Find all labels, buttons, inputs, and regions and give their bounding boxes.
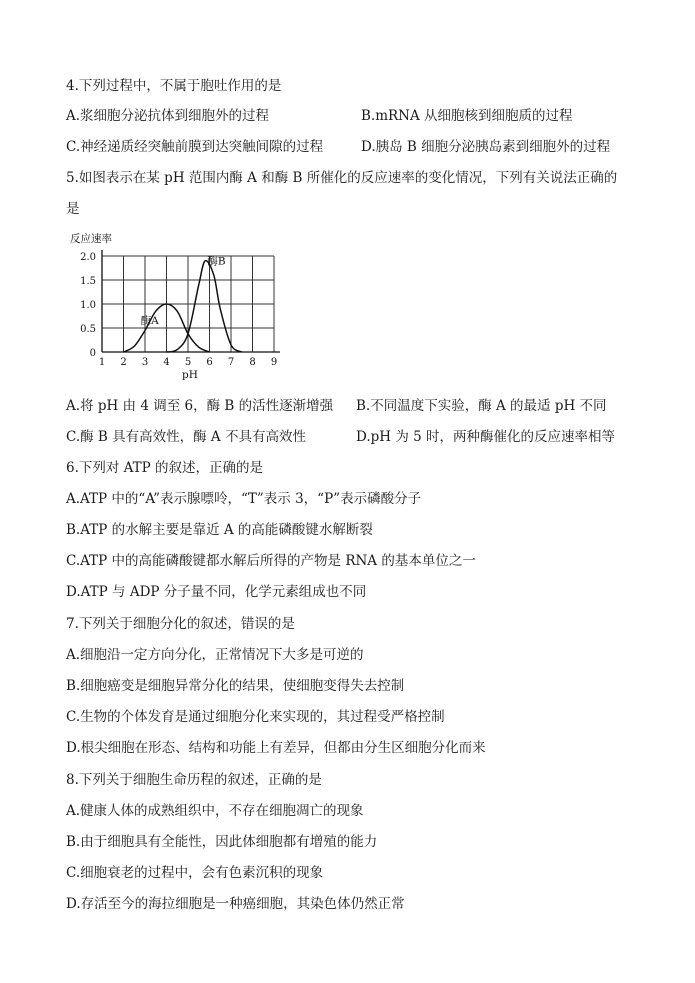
series-label-enzyme-a: 酶A [140, 315, 159, 328]
y-tick-label: 1.5 [80, 276, 96, 287]
q8-option-c: C.细胞衰老的过程中，会有色素沉积的现象 [66, 865, 324, 881]
q7-option-c: C.生物的个体发育是通过细胞分化来实现的，其过程受严格控制 [66, 709, 445, 725]
y-tick-label: 0.5 [80, 324, 96, 335]
series-label-enzyme-b: 酶B [207, 255, 226, 268]
q4-option-b: B.mRNA 从细胞核到细胞质的过程 [361, 108, 573, 124]
q6-option-b: B.ATP 的水解主要是靠近 A 的高能磷酸键水解断裂 [66, 522, 373, 538]
x-tick-label: 5 [184, 357, 192, 368]
q7-option-a: A.细胞沿一定方向分化，正常情况下大多是可逆的 [66, 647, 364, 663]
x-tick-label: 8 [249, 357, 256, 368]
x-tick-label: 3 [141, 357, 149, 368]
q5-stem-line1: 5.如图表示在某 pH 范围内酶 A 和酶 B 所催化的反应速率的变化情况，下列有关说法正确的 [66, 170, 618, 186]
q4-stem: 4.下列过程中，不属于胞吐作用的是 [66, 78, 282, 94]
chart-svg [66, 226, 296, 386]
x-axis-label: pH [182, 369, 198, 381]
q5-option-b: B.不同温度下实验，酶 A 的最适 pH 不同 [356, 398, 607, 414]
q8-option-d: D.存活至今的海拉细胞是一种癌细胞，其染色体仍然正常 [66, 896, 405, 912]
q6-option-a: A.ATP 中的“A”表示腺嘌呤，“T”表示 3，“P”表示磷酸分子 [66, 491, 422, 507]
x-tick-label: 9 [270, 357, 278, 368]
x-tick-label: 4 [163, 357, 170, 368]
q5-option-d: D.pH 为 5 时，两种酶催化的反应速率相等 [356, 429, 616, 445]
q6-option-d: D.ATP 与 ADP 分子量不同，化学元素组成也不同 [66, 584, 367, 600]
x-tick-label: 2 [120, 357, 127, 368]
q4-option-c: C.神经递质经突触前膜到达突触间隙的过程 [66, 139, 324, 155]
q5-option-a: A.将 pH 由 4 调至 6，酶 B 的活性逐渐增强 [66, 398, 334, 414]
q5-option-c: C.酶 B 具有高效性，酶 A 不具有高效性 [66, 429, 306, 445]
y-tick-label: 2.0 [80, 252, 96, 263]
q7-option-b: B.细胞癌变是细胞异常分化的结果，使细胞变得失去控制 [66, 678, 405, 694]
x-tick-label: 6 [206, 357, 213, 368]
series-curve-enzyme-b [167, 261, 242, 352]
q8-stem: 8.下列关于细胞生命历程的叙述，正确的是 [66, 772, 322, 788]
q6-stem: 6.下列对 ATP 的叙述，正确的是 [66, 460, 264, 476]
q7-option-d: D.根尖细胞在形态、结构和功能上有差异，但都由分生区细胞分化而来 [66, 740, 486, 756]
enzyme-rate-chart [66, 226, 296, 386]
q6-option-c: C.ATP 中的高能磷酸键都水解后所得的产物是 RNA 的基本单位之一 [66, 553, 476, 569]
q5-stem-line2: 是 [66, 201, 80, 217]
x-tick-label: 1 [98, 357, 106, 368]
q8-option-b: B.由于细胞具有全能性，因此体细胞都有增殖的能力 [66, 834, 378, 850]
y-tick-label: 0 [89, 348, 96, 359]
x-tick-label: 7 [227, 357, 235, 368]
q8-option-a: A.健康人体的成熟组织中，不存在细胞凋亡的现象 [66, 803, 364, 819]
q4-option-a: A.浆细胞分泌抗体到细胞外的过程 [66, 108, 270, 124]
q7-stem: 7.下列关于细胞分化的叙述，错误的是 [66, 616, 295, 632]
q4-option-d: D.胰岛 B 细胞分泌胰岛素到细胞外的过程 [361, 139, 611, 155]
y-tick-label: 1.0 [80, 300, 96, 311]
y-axis-label: 反应速率 [70, 233, 112, 245]
